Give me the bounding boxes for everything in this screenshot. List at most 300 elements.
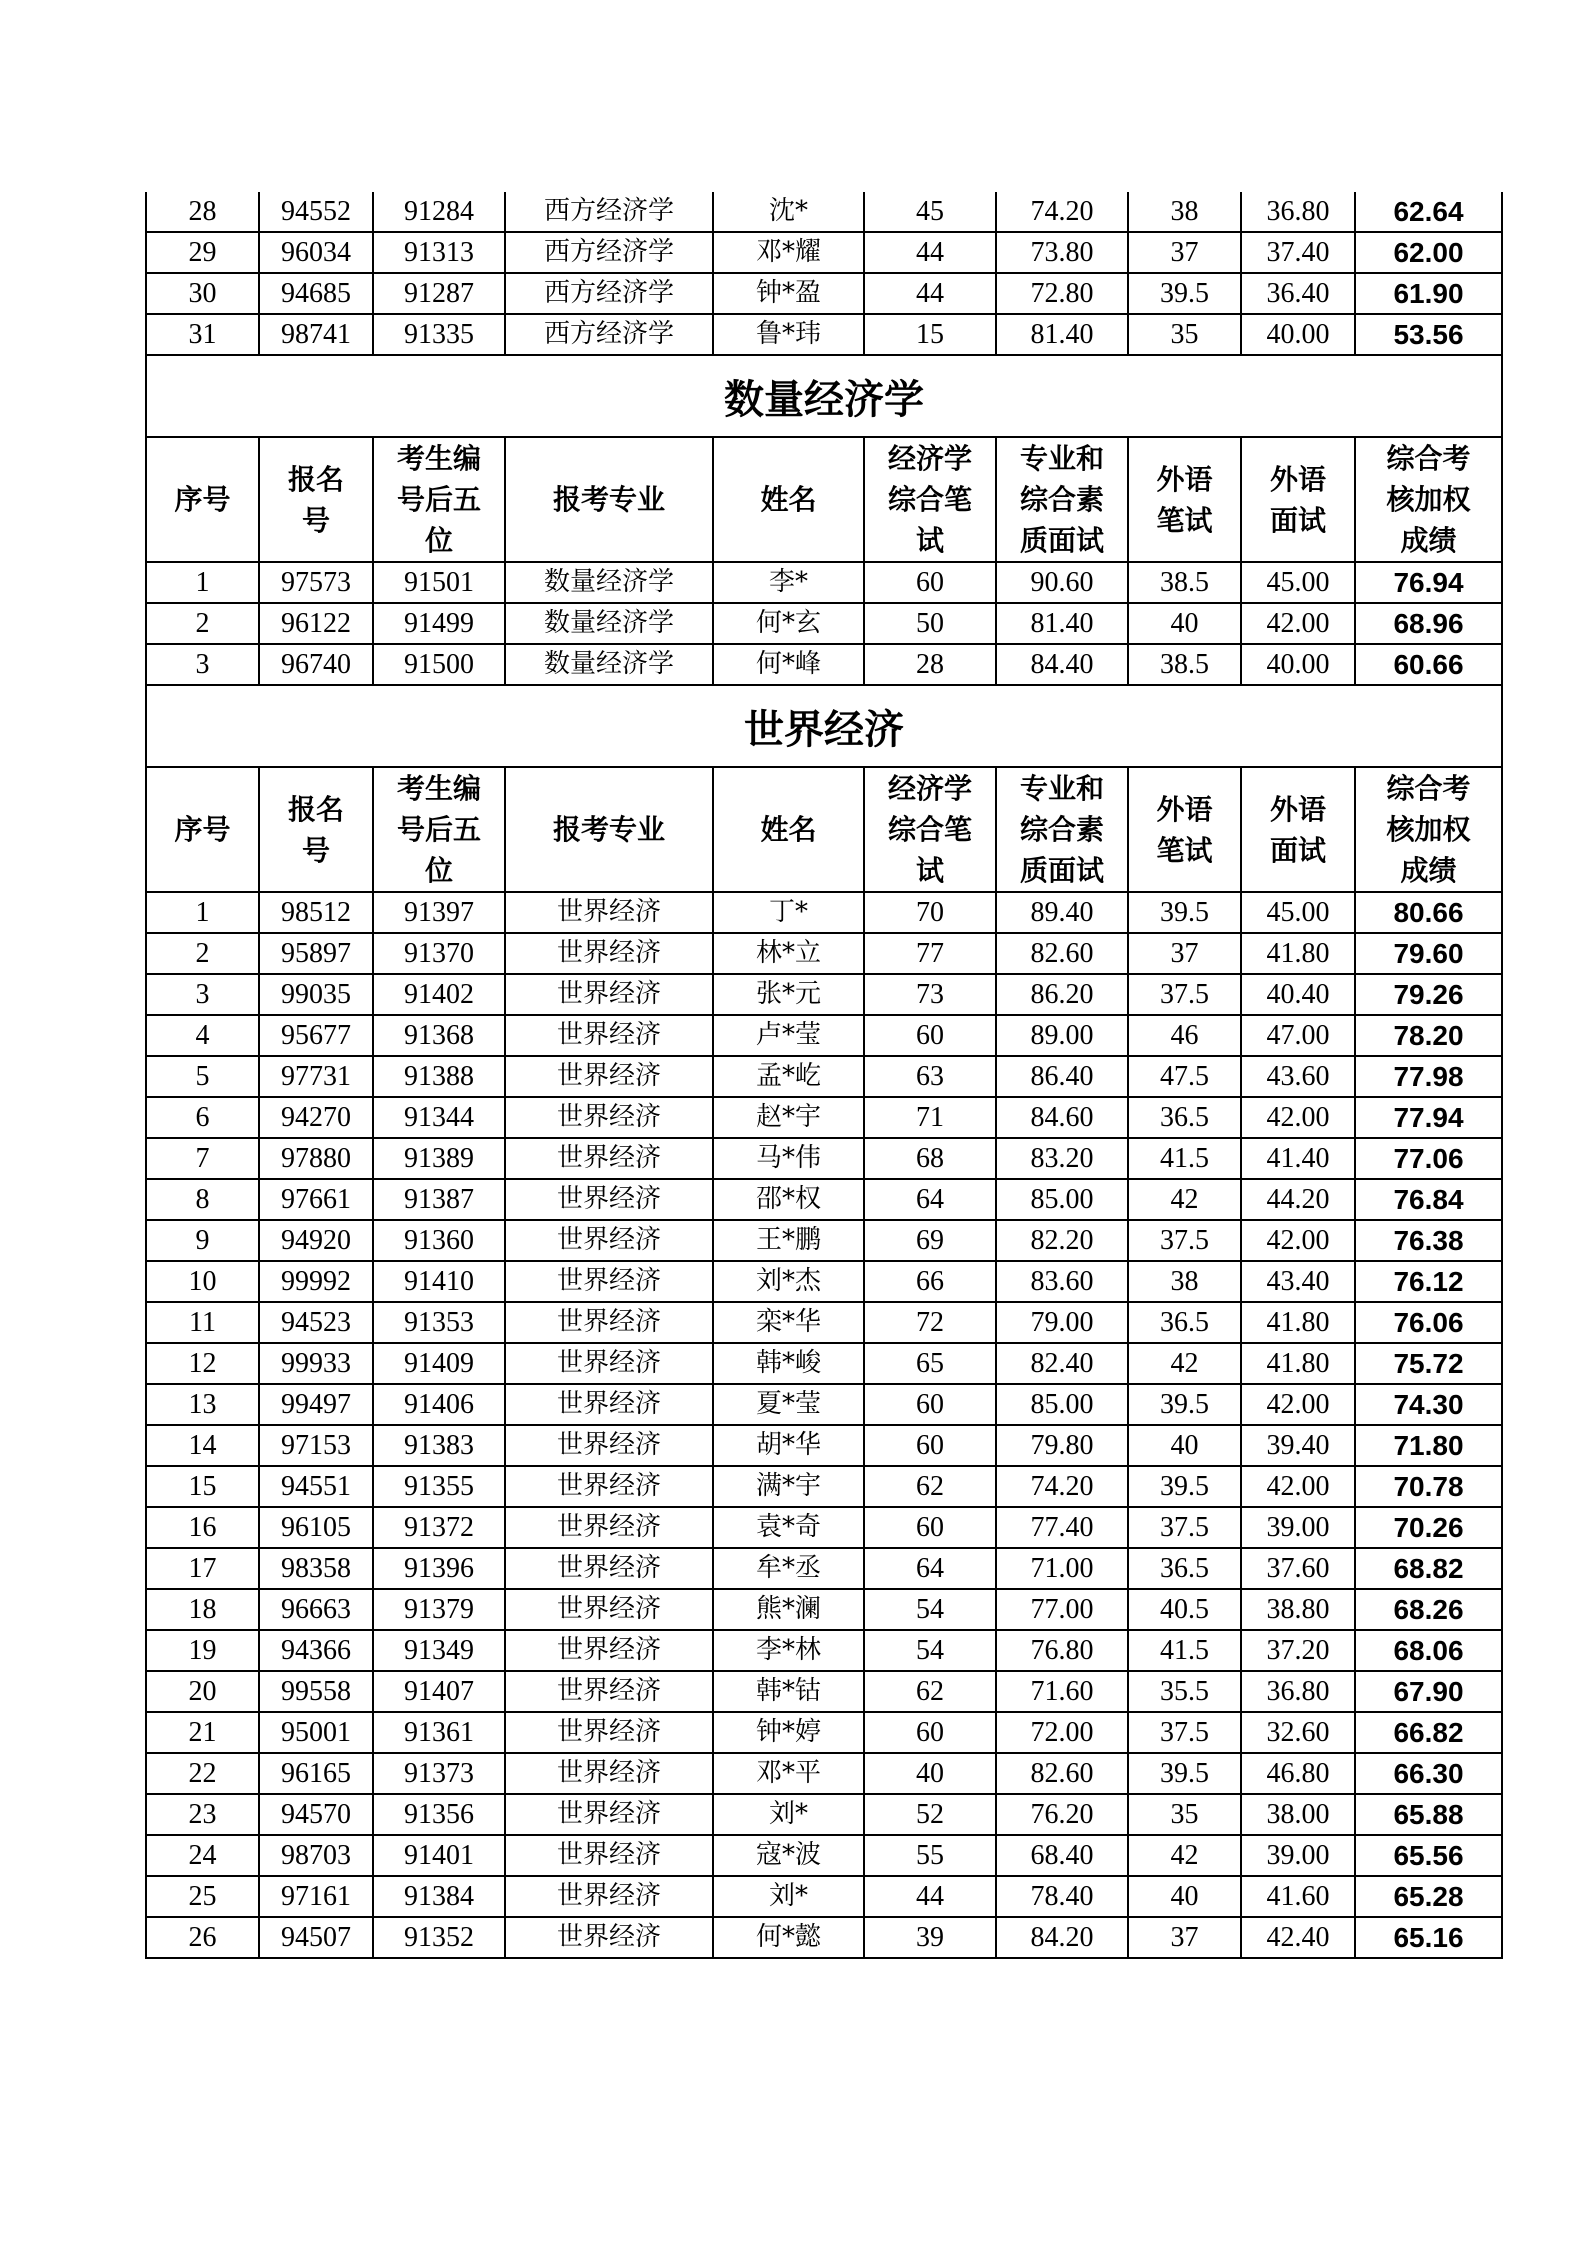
cell-registration-no: 97153 [259, 1425, 373, 1466]
cell-foreign-lang-written: 42 [1128, 1835, 1241, 1876]
cell-candidate-no-last5: 91360 [373, 1220, 505, 1261]
cell-registration-no: 98512 [259, 892, 373, 933]
header-line: 试 [915, 524, 944, 557]
cell-major: 数量经济学 [505, 562, 713, 603]
cell-foreign-lang-written: 40.5 [1128, 1589, 1241, 1630]
cell-foreign-lang-written: 37.5 [1128, 1712, 1241, 1753]
table-row [146, 974, 1502, 1015]
cell-major-interview: 76.20 [996, 1794, 1128, 1835]
table-row [146, 1343, 1502, 1384]
cell-seq: 17 [146, 1548, 259, 1589]
cell-registration-no: 94552 [259, 192, 373, 232]
cell-foreign-lang-oral: 39.00 [1241, 1507, 1355, 1548]
cell-major-interview: 84.60 [996, 1097, 1128, 1138]
cell-name: 丁* [713, 892, 864, 933]
cell-registration-no: 99497 [259, 1384, 373, 1425]
header-line: 经济学 [887, 772, 972, 805]
cell-major: 世界经济 [505, 1138, 713, 1179]
cell-seq: 31 [146, 314, 259, 355]
table-row [146, 273, 1502, 314]
cell-major-interview: 74.20 [996, 1466, 1128, 1507]
cell-weighted-score: 77.98 [1355, 1056, 1502, 1097]
cell-foreign-lang-written: 39.5 [1128, 892, 1241, 933]
cell-major-interview: 82.40 [996, 1343, 1128, 1384]
header-line: 号后五 [396, 813, 481, 846]
header-major [505, 437, 713, 562]
cell-econ-written: 73 [864, 974, 996, 1015]
cell-seq: 2 [146, 933, 259, 974]
header-line: 外语 [1269, 792, 1326, 826]
cell-foreign-lang-oral: 38.80 [1241, 1589, 1355, 1630]
header-line: 序号 [174, 483, 231, 516]
cell-candidate-no-last5: 91335 [373, 314, 505, 355]
cell-econ-written: 60 [864, 1384, 996, 1425]
cell-seq: 1 [146, 562, 259, 603]
header-line: 质面试 [1019, 854, 1104, 887]
cell-major: 世界经济 [505, 1507, 713, 1548]
cell-major: 数量经济学 [505, 644, 713, 685]
header-line: 核加权 [1386, 813, 1471, 846]
cell-foreign-lang-written: 47.5 [1128, 1056, 1241, 1097]
cell-seq: 4 [146, 1015, 259, 1056]
cell-econ-written: 45 [864, 192, 996, 232]
cell-seq: 6 [146, 1097, 259, 1138]
table-row [146, 1671, 1502, 1712]
table-row [146, 892, 1502, 933]
section-title: 数量经济学 [146, 355, 1502, 437]
cell-seq: 5 [146, 1056, 259, 1097]
cell-weighted-score: 76.06 [1355, 1302, 1502, 1343]
cell-seq: 16 [146, 1507, 259, 1548]
table-row [146, 1794, 1502, 1835]
cell-weighted-score: 67.90 [1355, 1671, 1502, 1712]
cell-foreign-lang-written: 37 [1128, 1917, 1241, 1958]
cell-candidate-no-last5: 91313 [373, 232, 505, 273]
header-line: 姓名 [760, 483, 817, 516]
cell-major: 世界经济 [505, 974, 713, 1015]
header-line: 专业和 [1019, 442, 1104, 475]
header-foreign-lang-oral [1241, 437, 1355, 562]
table-row [146, 1015, 1502, 1056]
cell-econ-written: 77 [864, 933, 996, 974]
cell-seq: 30 [146, 273, 259, 314]
cell-weighted-score: 80.66 [1355, 892, 1502, 933]
cell-major-interview: 82.20 [996, 1220, 1128, 1261]
cell-econ-written: 54 [864, 1589, 996, 1630]
cell-candidate-no-last5: 91409 [373, 1343, 505, 1384]
header-line: 面试 [1269, 503, 1326, 537]
section-title: 世界经济 [146, 685, 1502, 767]
cell-registration-no: 94920 [259, 1220, 373, 1261]
cell-foreign-lang-written: 36.5 [1128, 1097, 1241, 1138]
header-weighted-score [1355, 437, 1502, 562]
cell-weighted-score: 70.78 [1355, 1466, 1502, 1507]
cell-econ-written: 63 [864, 1056, 996, 1097]
cell-name: 何*懿 [713, 1917, 864, 1958]
cell-candidate-no-last5: 91361 [373, 1712, 505, 1753]
cell-weighted-score: 65.56 [1355, 1835, 1502, 1876]
cell-major: 世界经济 [505, 1466, 713, 1507]
header-line: 试 [915, 854, 944, 887]
cell-foreign-lang-written: 42 [1128, 1343, 1241, 1384]
header-line: 位 [424, 854, 453, 887]
cell-name: 韩*峻 [713, 1343, 864, 1384]
header-line: 考生编 [396, 772, 481, 805]
cell-major: 世界经济 [505, 1835, 713, 1876]
cell-name: 鲁*玮 [713, 314, 864, 355]
cell-weighted-score: 70.26 [1355, 1507, 1502, 1548]
cell-major-interview: 84.40 [996, 644, 1128, 685]
cell-econ-written: 66 [864, 1261, 996, 1302]
cell-name: 何*峰 [713, 644, 864, 685]
cell-econ-written: 60 [864, 1507, 996, 1548]
cell-major-interview: 79.80 [996, 1425, 1128, 1466]
table-row [146, 1220, 1502, 1261]
cell-weighted-score: 68.82 [1355, 1548, 1502, 1589]
cell-foreign-lang-written: 39.5 [1128, 1466, 1241, 1507]
cell-major: 世界经济 [505, 1179, 713, 1220]
cell-major-interview: 83.60 [996, 1261, 1128, 1302]
cell-registration-no: 97573 [259, 562, 373, 603]
cell-major: 数量经济学 [505, 603, 713, 644]
header-line: 质面试 [1019, 524, 1104, 557]
cell-candidate-no-last5: 91356 [373, 1794, 505, 1835]
table-row [146, 1507, 1502, 1548]
cell-seq: 3 [146, 644, 259, 685]
cell-name: 李* [713, 562, 864, 603]
cell-registration-no: 94366 [259, 1630, 373, 1671]
cell-seq: 9 [146, 1220, 259, 1261]
header-name [713, 767, 864, 892]
cell-foreign-lang-written: 35 [1128, 314, 1241, 355]
header-line: 号后五 [396, 483, 481, 516]
cell-foreign-lang-oral: 40.40 [1241, 974, 1355, 1015]
cell-weighted-score: 68.26 [1355, 1589, 1502, 1630]
header-registration-no [259, 767, 373, 892]
cell-candidate-no-last5: 91406 [373, 1384, 505, 1425]
cell-seq: 8 [146, 1179, 259, 1220]
cell-major-interview: 89.00 [996, 1015, 1128, 1056]
table-row [146, 603, 1502, 644]
cell-foreign-lang-oral: 40.00 [1241, 314, 1355, 355]
header-line: 外语 [1269, 462, 1326, 496]
cell-foreign-lang-oral: 41.80 [1241, 933, 1355, 974]
score-table [145, 192, 1503, 1959]
cell-weighted-score: 60.66 [1355, 644, 1502, 685]
cell-foreign-lang-written: 38 [1128, 192, 1241, 232]
cell-seq: 28 [146, 192, 259, 232]
cell-seq: 10 [146, 1261, 259, 1302]
cell-seq: 23 [146, 1794, 259, 1835]
header-line: 号 [301, 503, 330, 537]
cell-candidate-no-last5: 91396 [373, 1548, 505, 1589]
cell-seq: 3 [146, 974, 259, 1015]
cell-name: 熊*澜 [713, 1589, 864, 1630]
cell-registration-no: 95677 [259, 1015, 373, 1056]
cell-econ-written: 44 [864, 232, 996, 273]
cell-major: 西方经济学 [505, 314, 713, 355]
cell-foreign-lang-oral: 42.00 [1241, 603, 1355, 644]
cell-name: 邵*权 [713, 1179, 864, 1220]
cell-seq: 29 [146, 232, 259, 273]
cell-foreign-lang-written: 40 [1128, 603, 1241, 644]
cell-seq: 14 [146, 1425, 259, 1466]
cell-candidate-no-last5: 91349 [373, 1630, 505, 1671]
cell-major-interview: 77.00 [996, 1589, 1128, 1630]
cell-foreign-lang-written: 38.5 [1128, 562, 1241, 603]
cell-registration-no: 99933 [259, 1343, 373, 1384]
cell-name: 寇*波 [713, 1835, 864, 1876]
cell-registration-no: 94570 [259, 1794, 373, 1835]
table-row [146, 1630, 1502, 1671]
cell-registration-no: 94523 [259, 1302, 373, 1343]
cell-econ-written: 60 [864, 1712, 996, 1753]
column-header-row [146, 437, 1502, 562]
cell-major-interview: 81.40 [996, 603, 1128, 644]
cell-major: 世界经济 [505, 1302, 713, 1343]
cell-seq: 25 [146, 1876, 259, 1917]
cell-major-interview: 85.00 [996, 1179, 1128, 1220]
cell-major-interview: 89.40 [996, 892, 1128, 933]
cell-econ-written: 71 [864, 1097, 996, 1138]
header-line: 核加权 [1386, 483, 1471, 516]
cell-major-interview: 72.80 [996, 273, 1128, 314]
header-major [505, 767, 713, 892]
cell-major: 世界经济 [505, 1343, 713, 1384]
cell-foreign-lang-oral: 44.20 [1241, 1179, 1355, 1220]
cell-econ-written: 62 [864, 1466, 996, 1507]
cell-weighted-score: 76.12 [1355, 1261, 1502, 1302]
cell-foreign-lang-written: 37.5 [1128, 1220, 1241, 1261]
cell-foreign-lang-oral: 43.60 [1241, 1056, 1355, 1097]
cell-foreign-lang-oral: 39.00 [1241, 1835, 1355, 1876]
cell-name: 何*玄 [713, 603, 864, 644]
cell-econ-written: 52 [864, 1794, 996, 1835]
cell-major-interview: 71.00 [996, 1548, 1128, 1589]
cell-name: 沈* [713, 192, 864, 232]
cell-weighted-score: 71.80 [1355, 1425, 1502, 1466]
cell-major: 世界经济 [505, 933, 713, 974]
cell-major-interview: 82.60 [996, 933, 1128, 974]
cell-weighted-score: 62.64 [1355, 192, 1502, 232]
header-line: 专业和 [1019, 772, 1104, 805]
header-line: 综合笔 [887, 813, 972, 846]
table-row [146, 232, 1502, 273]
cell-weighted-score: 76.38 [1355, 1220, 1502, 1261]
cell-econ-written: 68 [864, 1138, 996, 1179]
cell-candidate-no-last5: 91344 [373, 1097, 505, 1138]
cell-econ-written: 28 [864, 644, 996, 685]
cell-name: 李*林 [713, 1630, 864, 1671]
cell-seq: 2 [146, 603, 259, 644]
cell-registration-no: 96740 [259, 644, 373, 685]
header-foreign-lang-oral [1241, 767, 1355, 892]
cell-foreign-lang-oral: 37.40 [1241, 232, 1355, 273]
header-line: 综合考 [1386, 772, 1471, 805]
cell-name: 袁*奇 [713, 1507, 864, 1548]
cell-weighted-score: 66.82 [1355, 1712, 1502, 1753]
cell-major-interview: 77.40 [996, 1507, 1128, 1548]
cell-major: 世界经济 [505, 1753, 713, 1794]
header-foreign-lang-written [1128, 437, 1241, 562]
header-line: 成绩 [1400, 854, 1457, 887]
header-line: 姓名 [760, 813, 817, 846]
cell-foreign-lang-written: 35 [1128, 1794, 1241, 1835]
table-row [146, 1179, 1502, 1220]
header-line: 位 [424, 524, 453, 557]
cell-econ-written: 40 [864, 1753, 996, 1794]
cell-major-interview: 73.80 [996, 232, 1128, 273]
cell-candidate-no-last5: 91499 [373, 603, 505, 644]
cell-candidate-no-last5: 91387 [373, 1179, 505, 1220]
cell-foreign-lang-written: 38 [1128, 1261, 1241, 1302]
cell-econ-written: 70 [864, 892, 996, 933]
cell-registration-no: 94685 [259, 273, 373, 314]
cell-candidate-no-last5: 91401 [373, 1835, 505, 1876]
cell-seq: 26 [146, 1917, 259, 1958]
cell-econ-written: 50 [864, 603, 996, 644]
cell-name: 牟*丞 [713, 1548, 864, 1589]
cell-major-interview: 81.40 [996, 314, 1128, 355]
header-line: 经济学 [887, 442, 972, 475]
cell-major: 世界经济 [505, 1384, 713, 1425]
cell-seq: 24 [146, 1835, 259, 1876]
cell-weighted-score: 75.72 [1355, 1343, 1502, 1384]
table-row [146, 1876, 1502, 1917]
cell-foreign-lang-oral: 41.80 [1241, 1343, 1355, 1384]
table-row [146, 1261, 1502, 1302]
cell-foreign-lang-oral: 42.00 [1241, 1097, 1355, 1138]
cell-major: 世界经济 [505, 1712, 713, 1753]
cell-name: 韩*钴 [713, 1671, 864, 1712]
cell-foreign-lang-written: 38.5 [1128, 644, 1241, 685]
cell-foreign-lang-oral: 43.40 [1241, 1261, 1355, 1302]
header-major-interview [996, 767, 1128, 892]
cell-weighted-score: 79.26 [1355, 974, 1502, 1015]
table-row [146, 1056, 1502, 1097]
table-row [146, 314, 1502, 355]
cell-foreign-lang-oral: 36.80 [1241, 192, 1355, 232]
header-line: 笔试 [1156, 833, 1213, 867]
table-row [146, 1548, 1502, 1589]
cell-econ-written: 60 [864, 562, 996, 603]
header-major-interview [996, 437, 1128, 562]
cell-major-interview: 82.60 [996, 1753, 1128, 1794]
section-title-row [146, 685, 1502, 767]
cell-registration-no: 99558 [259, 1671, 373, 1712]
cell-major-interview: 68.40 [996, 1835, 1128, 1876]
cell-econ-written: 69 [864, 1220, 996, 1261]
cell-name: 刘*杰 [713, 1261, 864, 1302]
header-econ-written [864, 437, 996, 562]
cell-foreign-lang-oral: 42.00 [1241, 1466, 1355, 1507]
cell-foreign-lang-written: 37 [1128, 232, 1241, 273]
cell-weighted-score: 78.20 [1355, 1015, 1502, 1056]
cell-seq: 18 [146, 1589, 259, 1630]
cell-foreign-lang-oral: 40.00 [1241, 644, 1355, 685]
cell-foreign-lang-oral: 41.80 [1241, 1302, 1355, 1343]
cell-major: 世界经济 [505, 1425, 713, 1466]
cell-candidate-no-last5: 91372 [373, 1507, 505, 1548]
cell-registration-no: 99992 [259, 1261, 373, 1302]
cell-weighted-score: 79.60 [1355, 933, 1502, 974]
cell-registration-no: 96165 [259, 1753, 373, 1794]
cell-major: 世界经济 [505, 1548, 713, 1589]
cell-registration-no: 96034 [259, 232, 373, 273]
header-line: 综合素 [1019, 813, 1104, 846]
cell-registration-no: 98741 [259, 314, 373, 355]
table-row [146, 644, 1502, 685]
cell-major-interview: 74.20 [996, 192, 1128, 232]
table-row [146, 1425, 1502, 1466]
cell-foreign-lang-oral: 46.80 [1241, 1753, 1355, 1794]
cell-candidate-no-last5: 91368 [373, 1015, 505, 1056]
cell-foreign-lang-written: 37 [1128, 933, 1241, 974]
cell-candidate-no-last5: 91379 [373, 1589, 505, 1630]
cell-seq: 21 [146, 1712, 259, 1753]
cell-seq: 19 [146, 1630, 259, 1671]
header-line: 面试 [1269, 833, 1326, 867]
cell-econ-written: 55 [864, 1835, 996, 1876]
cell-name: 邓*平 [713, 1753, 864, 1794]
cell-econ-written: 60 [864, 1015, 996, 1056]
cell-major: 西方经济学 [505, 192, 713, 232]
cell-econ-written: 65 [864, 1343, 996, 1384]
cell-name: 钟*盈 [713, 273, 864, 314]
cell-weighted-score: 65.28 [1355, 1876, 1502, 1917]
table-row [146, 933, 1502, 974]
cell-foreign-lang-written: 35.5 [1128, 1671, 1241, 1712]
cell-foreign-lang-oral: 42.40 [1241, 1917, 1355, 1958]
cell-foreign-lang-written: 39.5 [1128, 273, 1241, 314]
table-row [146, 1302, 1502, 1343]
cell-candidate-no-last5: 91353 [373, 1302, 505, 1343]
cell-name: 卢*莹 [713, 1015, 864, 1056]
cell-registration-no: 98703 [259, 1835, 373, 1876]
cell-weighted-score: 68.96 [1355, 603, 1502, 644]
cell-major: 世界经济 [505, 1261, 713, 1302]
cell-foreign-lang-written: 36.5 [1128, 1302, 1241, 1343]
cell-major-interview: 71.60 [996, 1671, 1128, 1712]
cell-name: 刘* [713, 1794, 864, 1835]
header-candidate-no-last5 [373, 767, 505, 892]
cell-weighted-score: 76.94 [1355, 562, 1502, 603]
cell-registration-no: 94507 [259, 1917, 373, 1958]
cell-foreign-lang-oral: 45.00 [1241, 892, 1355, 933]
cell-major: 世界经济 [505, 1097, 713, 1138]
table-row [146, 1589, 1502, 1630]
header-registration-no [259, 437, 373, 562]
cell-name: 满*宇 [713, 1466, 864, 1507]
cell-seq: 20 [146, 1671, 259, 1712]
header-line: 综合笔 [887, 483, 972, 516]
header-line: 报名 [287, 792, 344, 826]
cell-weighted-score: 65.88 [1355, 1794, 1502, 1835]
header-line: 笔试 [1156, 503, 1213, 537]
cell-foreign-lang-oral: 36.80 [1241, 1671, 1355, 1712]
cell-registration-no: 97731 [259, 1056, 373, 1097]
cell-seq: 15 [146, 1466, 259, 1507]
cell-foreign-lang-written: 37.5 [1128, 974, 1241, 1015]
cell-name: 胡*华 [713, 1425, 864, 1466]
header-line: 综合考 [1386, 442, 1471, 475]
cell-foreign-lang-written: 39.5 [1128, 1753, 1241, 1794]
cell-seq: 7 [146, 1138, 259, 1179]
cell-weighted-score: 68.06 [1355, 1630, 1502, 1671]
cell-seq: 12 [146, 1343, 259, 1384]
cell-candidate-no-last5: 91501 [373, 562, 505, 603]
cell-candidate-no-last5: 91287 [373, 273, 505, 314]
